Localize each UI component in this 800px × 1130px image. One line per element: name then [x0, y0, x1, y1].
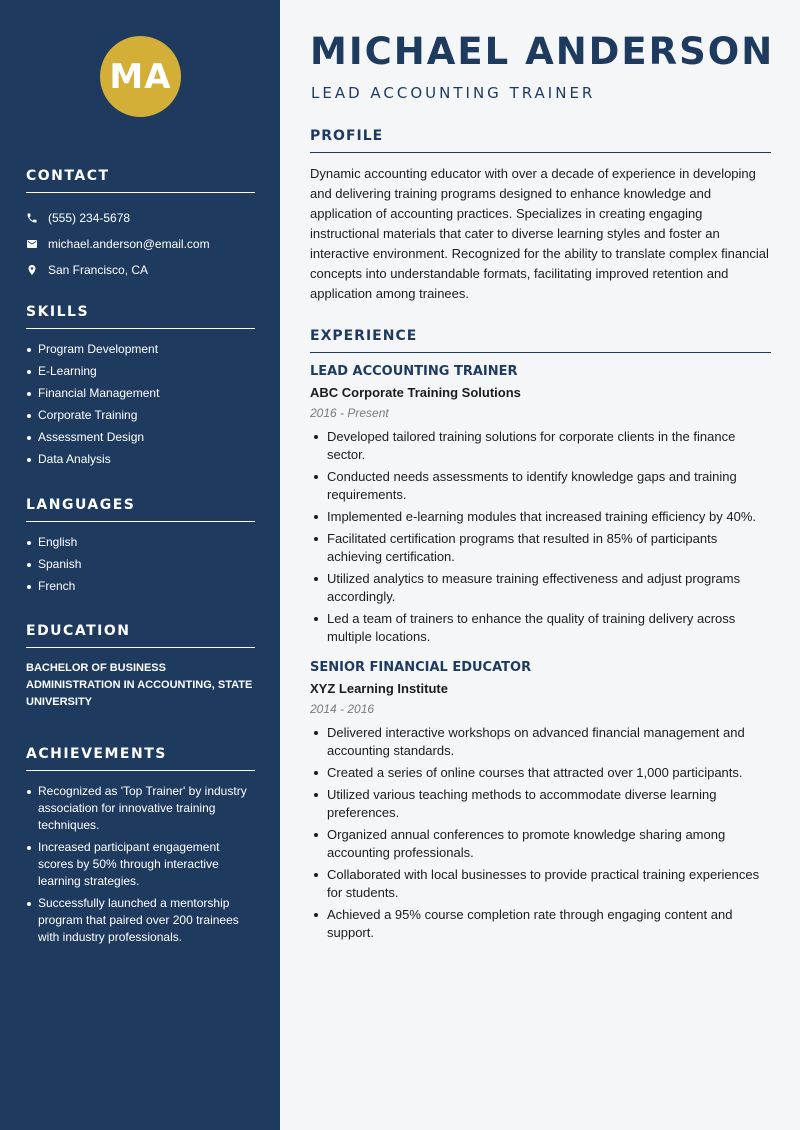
achievements-list	[26, 783, 255, 946]
job-bullets	[310, 428, 771, 646]
job-title: LEAD ACCOUNTING TRAINER	[310, 364, 518, 379]
contact-heading: CONTACT	[26, 168, 255, 193]
education-section	[26, 623, 255, 711]
job-bullet: Facilitated certification programs that resulted in 85% of participants achieving certification.	[310, 530, 771, 566]
skills-heading: SKILLS	[26, 304, 255, 329]
job-company: ABC Corporate Training Solutions	[310, 385, 521, 400]
job-bullet: Led a team of trainers to enhance the quality of training delivery across multiple locations.	[310, 610, 771, 646]
profile-section	[310, 128, 771, 304]
contact-section	[26, 168, 255, 283]
job-dates: 2016 - Present	[310, 406, 389, 420]
contact-location	[26, 257, 255, 283]
achievement-item: Recognized as 'Top Trainer' by industry association for innovative training techniques.	[26, 783, 255, 834]
experience-section	[310, 328, 771, 946]
achievement-item: Successfully launched a mentorship program that paired over 200 trainees with industry professionals.	[26, 895, 255, 946]
job-dates: 2014 - 2016	[310, 702, 375, 716]
experience-heading: EXPERIENCE	[310, 328, 771, 353]
contact-email	[26, 231, 255, 257]
job-bullet: Organized annual conferences to promote knowledge sharing among accounting professionals.	[310, 826, 771, 862]
job-bullet: Collaborated with local businesses to provide practical training experiences for students.	[310, 866, 771, 902]
job-entry	[310, 660, 771, 942]
skills-list	[26, 341, 255, 468]
avatar	[100, 36, 181, 117]
languages-section	[26, 497, 255, 600]
job-company: XYZ Learning Institute	[310, 681, 448, 696]
phone-text: (555) 234-5678	[48, 211, 131, 225]
job-entry	[310, 364, 771, 646]
education-heading: EDUCATION	[26, 623, 255, 648]
skill-item: Program Development	[26, 341, 255, 358]
email-text: michael.anderson@email.com	[48, 237, 210, 251]
phone-icon	[26, 212, 38, 224]
avatar-initials: MA	[109, 56, 172, 97]
job-bullet: Developed tailored training solutions for corporate clients in the finance sector.	[310, 428, 771, 464]
location-pin-icon	[26, 264, 38, 276]
language-item: English	[26, 534, 255, 551]
education-degree: BACHELOR OF BUSINESS ADMINISTRATION IN ACCOUNTING, STATE UNIVERSITY	[26, 662, 253, 708]
skill-item: Assessment Design	[26, 429, 255, 446]
skill-item: Financial Management	[26, 385, 255, 402]
job-bullets	[310, 724, 771, 942]
languages-heading: LANGUAGES	[26, 497, 255, 522]
job-bullet: Achieved a 95% course completion rate through engaging content and support.	[310, 906, 771, 942]
profile-text: Dynamic accounting educator with over a decade of experience in developing and delivering training programs designed to enhance knowledge and application of accounting practices. Specializes in creating engaging instructional materials that cater to diverse learning styles and foster an interactive environment. Recognized for the ability to translate complex financial concepts into understandable formats, facilitating improved retention and application among trainees.	[310, 166, 769, 301]
profile-heading: PROFILE	[310, 128, 771, 153]
location-text: San Francisco, CA	[48, 263, 149, 277]
language-item: Spanish	[26, 556, 255, 573]
skill-item: E-Learning	[26, 363, 255, 380]
job-title: SENIOR FINANCIAL EDUCATOR	[310, 660, 532, 675]
job-bullet: Utilized analytics to measure training effectiveness and adjust programs accordingly.	[310, 570, 771, 606]
job-bullet: Implemented e-learning modules that increased training efficiency by 40%.	[310, 508, 771, 526]
job-bullet: Created a series of online courses that attracted over 1,000 participants.	[310, 764, 771, 782]
achievement-item: Increased participant engagement scores by 50% through interactive learning strategies.	[26, 839, 255, 890]
skill-item: Corporate Training	[26, 407, 255, 424]
job-bullet: Delivered interactive workshops on advanced financial management and accounting standards.	[310, 724, 771, 760]
job-bullet: Conducted needs assessments to identify knowledge gaps and training requirements.	[310, 468, 771, 504]
achievements-section	[26, 746, 255, 951]
candidate-title: LEAD ACCOUNTING TRAINER	[311, 84, 596, 102]
language-item: French	[26, 578, 255, 595]
sidebar	[0, 0, 280, 1130]
candidate-name: MICHAEL ANDERSON	[310, 30, 775, 73]
skill-item: Data Analysis	[26, 451, 255, 468]
languages-list	[26, 534, 255, 595]
job-bullet: Utilized various teaching methods to accommodate diverse learning preferences.	[310, 786, 771, 822]
contact-phone	[26, 205, 255, 231]
achievements-heading: ACHIEVEMENTS	[26, 746, 255, 771]
skills-section	[26, 304, 255, 473]
email-icon	[26, 238, 38, 250]
